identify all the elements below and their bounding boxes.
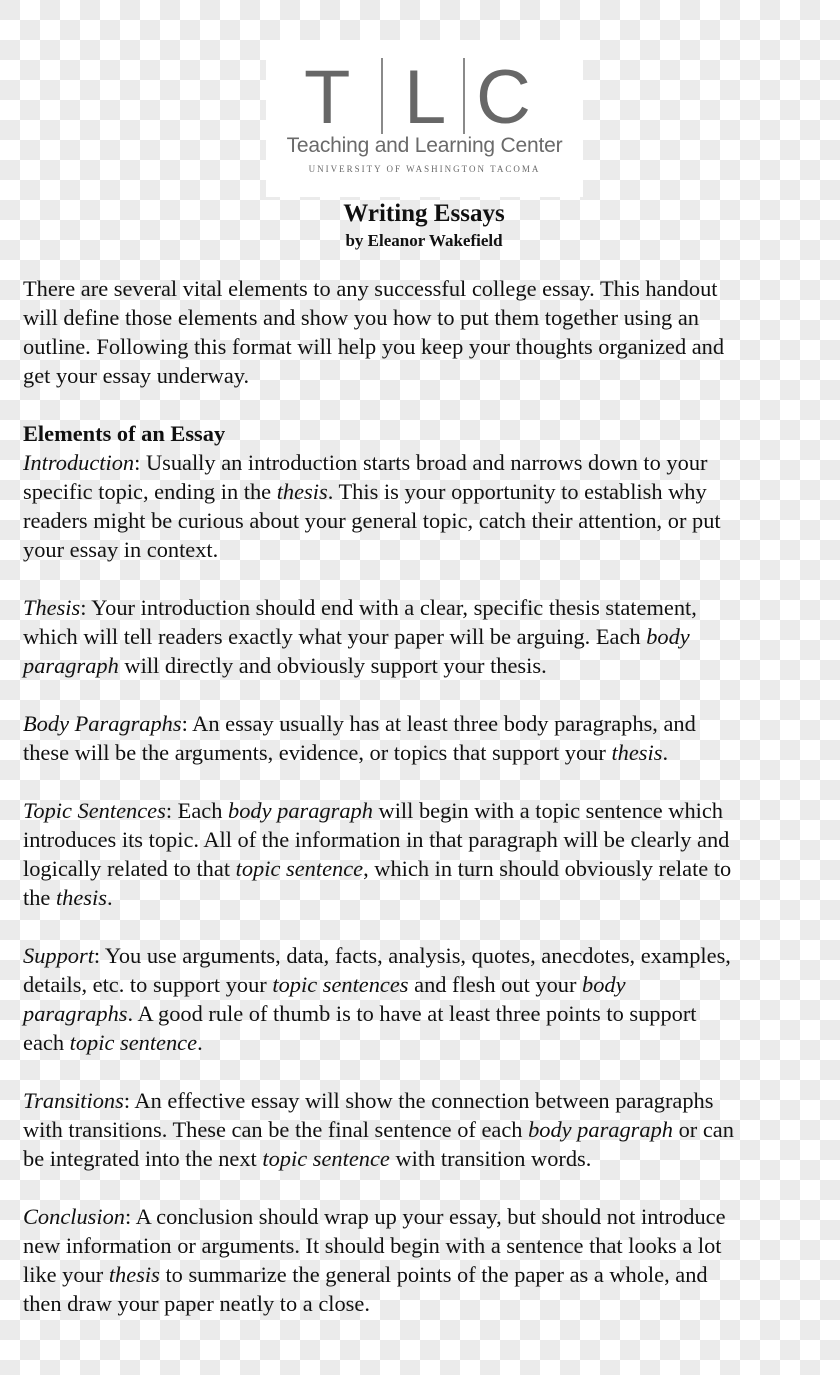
text-line xyxy=(23,651,823,680)
logo-letter-l: L xyxy=(404,55,447,140)
text-line xyxy=(23,709,823,738)
document-title: Writing Essays xyxy=(343,200,505,227)
text-line xyxy=(23,854,823,883)
text-run: : You use arguments, data, facts, analysis, quotes, anecdotes, examples, xyxy=(93,943,731,968)
text-run: each xyxy=(23,1030,70,1055)
text-line xyxy=(23,1028,823,1057)
text-line xyxy=(23,477,823,506)
logo-university-name: UNIVERSITY OF WASHINGTON TACOMA xyxy=(308,164,541,174)
text-line xyxy=(23,796,823,825)
italic-term: thesis xyxy=(55,885,107,910)
text-line xyxy=(23,622,823,651)
text-run: : Your introduction should end with a clear, specific thesis statement, xyxy=(80,595,697,620)
italic-term: body xyxy=(582,972,626,997)
italic-term: Transitions xyxy=(23,1088,124,1113)
text-line xyxy=(23,999,823,1028)
element-paragraph-topic-sentences xyxy=(23,796,823,912)
text-run: and flesh out your xyxy=(408,972,583,997)
italic-term: paragraph xyxy=(23,653,119,678)
text-line xyxy=(23,448,823,477)
text-run: the xyxy=(23,885,56,910)
text-run: or can xyxy=(672,1117,734,1142)
text-run: specific topic, ending in the xyxy=(23,479,277,504)
element-paragraph-conclusion xyxy=(23,1202,823,1318)
text-run: : A conclusion should wrap up your essay, but should not introduce xyxy=(125,1204,726,1229)
section-heading: Elements of an Essay xyxy=(23,421,226,446)
logo-monogram xyxy=(266,55,583,140)
text-line xyxy=(23,883,823,912)
text-line: There are several vital elements to any successful college essay. This handout xyxy=(23,276,718,301)
italic-term: topic sentence xyxy=(235,856,364,881)
text-run: . xyxy=(106,885,113,910)
text-run: . A good rule of thumb is to have at least three points to support xyxy=(127,1001,697,1026)
italic-term: topic sentences xyxy=(272,972,409,997)
text-line xyxy=(23,1202,823,1231)
italic-term: body xyxy=(646,624,690,649)
document-body xyxy=(23,274,823,1347)
text-line xyxy=(23,941,823,970)
text-run: be integrated into the next xyxy=(23,1146,263,1171)
element-paragraph-support xyxy=(23,941,823,1057)
italic-term: Topic Sentences xyxy=(23,798,166,823)
text-line xyxy=(23,1289,823,1318)
text-run: new information or arguments. It should begin with a sentence that looks a lot xyxy=(23,1233,722,1258)
text-line xyxy=(23,1115,823,1144)
italic-term: body paragraph xyxy=(228,798,373,823)
element-paragraph-body-paragraphs xyxy=(23,709,823,767)
text-run: to summarize the general points of the paper as a whole, and xyxy=(159,1262,708,1287)
text-run: will begin with a topic sentence which xyxy=(372,798,723,823)
text-line xyxy=(23,970,823,999)
text-run: with transitions. These can be the final sentence of each xyxy=(23,1117,529,1142)
text-run: . xyxy=(662,740,669,765)
document-byline: by Eleanor Wakefield xyxy=(345,231,503,250)
text-run: with transition words. xyxy=(389,1146,592,1171)
text-line xyxy=(23,825,823,854)
text-run: readers might be curious about your general topic, catch their attention, or put xyxy=(23,508,721,533)
logo-center-name: Teaching and Learning Center xyxy=(286,134,563,157)
text-run: these will be the arguments, evidence, or topics that support your xyxy=(23,740,612,765)
element-paragraph-introduction xyxy=(23,448,823,564)
italic-term: Body Paragraphs xyxy=(23,711,182,736)
italic-term: Support xyxy=(23,943,94,968)
logo-divider xyxy=(463,58,465,134)
elements-section xyxy=(23,419,823,1318)
italic-term: Introduction xyxy=(23,450,135,475)
text-run: : Usually an introduction starts broad and narrows down to your xyxy=(134,450,708,475)
italic-term: Conclusion xyxy=(23,1204,126,1229)
text-line xyxy=(23,1231,823,1260)
text-line: will define those elements and show you how to put them together using an xyxy=(23,305,699,330)
text-line xyxy=(23,738,823,767)
text-run: your essay in context. xyxy=(23,537,219,562)
text-run: which will tell readers exactly what your paper will be arguing. Each xyxy=(23,624,647,649)
text-line xyxy=(23,1144,823,1173)
italic-term: topic sentence xyxy=(262,1146,390,1171)
italic-term: thesis xyxy=(611,740,663,765)
italic-term: thesis xyxy=(276,479,328,504)
text-line: get your essay underway. xyxy=(23,363,250,388)
intro-paragraph xyxy=(23,274,823,390)
italic-term: paragraphs xyxy=(23,1001,128,1026)
logo-divider xyxy=(381,58,383,134)
element-paragraph-thesis xyxy=(23,593,823,680)
text-run: will directly and obviously support your thesis. xyxy=(118,653,547,678)
text-run: like your xyxy=(23,1262,109,1287)
text-line xyxy=(23,593,823,622)
text-line xyxy=(23,506,823,535)
text-line xyxy=(23,535,823,564)
text-run: introduces its topic. All of the information in that paragraph will be clearly and xyxy=(23,827,730,852)
text-run: then draw your paper neatly to a close. xyxy=(23,1291,370,1316)
italic-term: Thesis xyxy=(23,595,81,620)
italic-term: body paragraph xyxy=(528,1117,673,1142)
text-line xyxy=(23,1086,823,1115)
text-run: : Each xyxy=(165,798,228,823)
text-run: , which in turn should obviously relate to xyxy=(363,856,732,881)
italic-term: thesis xyxy=(108,1262,160,1287)
element-paragraph-transitions xyxy=(23,1086,823,1173)
text-line: outline. Following this format will help you keep your thoughts organized and xyxy=(23,334,725,359)
text-run: . This is your opportunity to establish why xyxy=(327,479,707,504)
text-run: : An essay usually has at least three body paragraphs, and xyxy=(181,711,696,736)
logo-letter-c: C xyxy=(476,55,531,140)
text-run: details, etc. to support your xyxy=(23,972,273,997)
text-run: . xyxy=(197,1030,203,1055)
tlc-logo xyxy=(266,40,583,197)
text-run: : An effective essay will show the connection between paragraphs xyxy=(123,1088,714,1113)
logo-letter-t: T xyxy=(304,55,351,140)
italic-term: topic sentence xyxy=(69,1030,198,1055)
text-line xyxy=(23,1260,823,1289)
text-run: logically related to that xyxy=(23,856,236,881)
